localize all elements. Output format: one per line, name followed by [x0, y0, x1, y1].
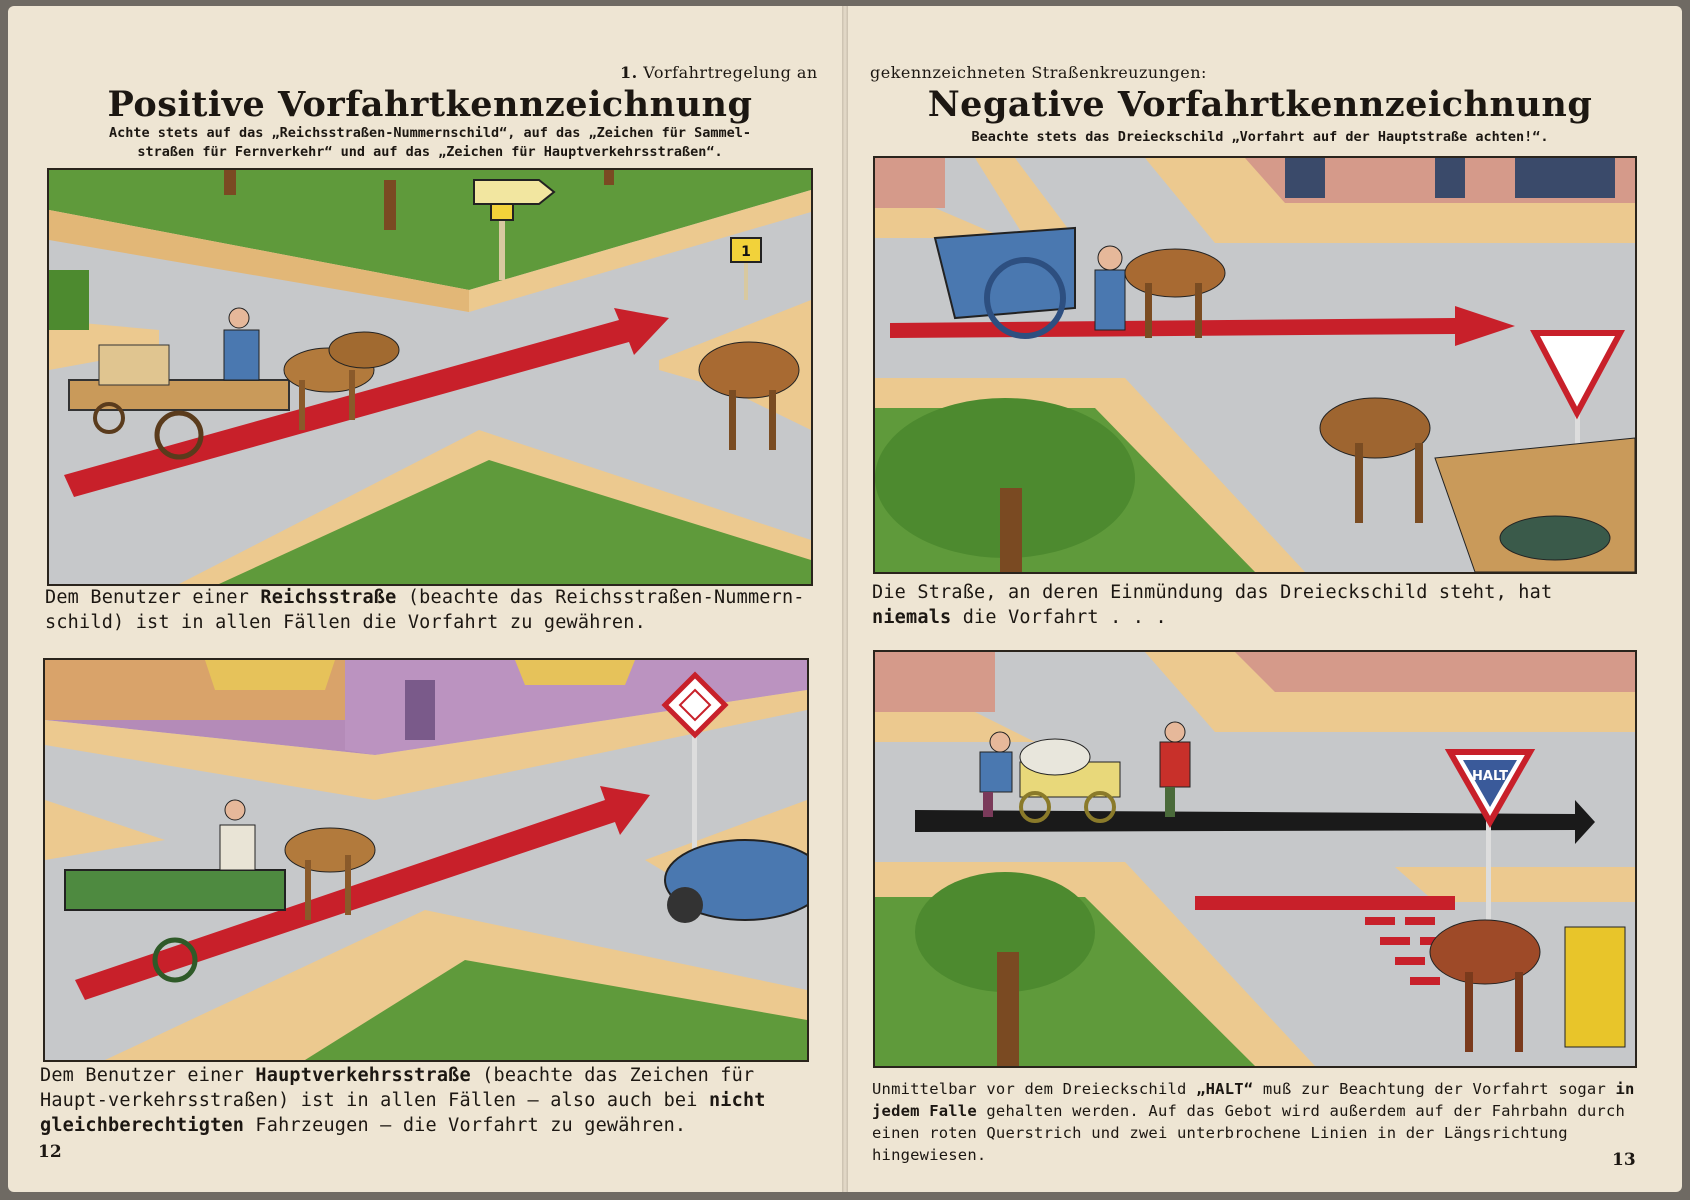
- caption2-text-a: Dem Benutzer einer: [40, 1065, 256, 1086]
- caption3-bold: niemals: [872, 607, 952, 628]
- caption2-text-b: (beachte das Zeichen für Haupt-verkehrsstraßen) ist in allen Fällen — also auch bei: [40, 1065, 755, 1111]
- section-text-left: Vorfahrtregelung an: [643, 63, 818, 82]
- caption4-bold-b: in jedem Falle: [872, 1080, 1635, 1120]
- caption2-text-c: Fahrzeugen — die Vorfahrt zu gewähren.: [244, 1115, 687, 1136]
- caption2-bold-a: Hauptverkehrsstraße: [255, 1065, 471, 1086]
- subtitle-left-line1: Achte stets auf das „Reichsstraßen-Nummernschild“, auf das „Zeichen für Sammel-: [108, 125, 752, 141]
- subtitle-left-line2: straßen für Fernverkehr“ und auf das „Zeichen für Hauptverkehrsstraßen“.: [137, 144, 723, 160]
- page-title-left: Positive Vorfahrtkennzeichnung: [107, 84, 753, 125]
- caption4-text-b: muß zur Beachtung der Vorfahrt sogar: [1253, 1080, 1616, 1098]
- book-gutter: [842, 6, 848, 1192]
- sign-label-number: 1: [741, 244, 751, 260]
- caption2-bold-b: nicht gleichberechtigten: [40, 1090, 766, 1136]
- illustration-reichsstrasse: [47, 168, 813, 586]
- illustration-hauptverkehrsstrasse: [43, 658, 809, 1062]
- page-number-left: 12: [38, 1142, 62, 1162]
- caption4-text-c: gehalten werden. Auf das Gebot wird außerdem auf der Fahrbahn durch einen roten Querstrich und zwei unterbrochene Linien in der Längsrichtung hingewiesen.: [872, 1102, 1626, 1164]
- caption-dreieckschild: [872, 580, 1642, 630]
- caption4-text-a: Unmittelbar vor dem Dreieckschild: [872, 1080, 1197, 1098]
- page-number-right: 13: [1612, 1150, 1636, 1170]
- caption3-text-b: die Vorfahrt . . .: [951, 607, 1167, 628]
- caption4-bold-a: „HALT“: [1196, 1080, 1254, 1098]
- caption-halt: [872, 1078, 1642, 1166]
- halt-sign-label: HALT: [1472, 769, 1508, 784]
- page-title-right: Negative Vorfahrtkennzeichnung: [927, 84, 1593, 125]
- caption1-text-a: Dem Benutzer einer: [45, 587, 261, 608]
- caption1-bold: Reichsstraße: [260, 587, 397, 608]
- subtitle-left: [50, 124, 810, 162]
- illustration-halt: [873, 650, 1637, 1068]
- caption-hauptverkehrsstrasse: [40, 1063, 815, 1138]
- caption3-text-a: Die Straße, an deren Einmündung das Dreieckschild steht, hat: [872, 582, 1553, 603]
- illustration-dreieckschild: [873, 156, 1637, 574]
- subtitle-right: Beachte stets das Dreieckschild „Vorfahrt auf der Hauptstraße achten!“.: [971, 129, 1549, 145]
- section-number: 1.: [620, 63, 638, 82]
- caption1-text-b: (beachte das Reichsstraßen-Nummern-schild) ist in allen Fällen die Vorfahrt zu gewähren.: [45, 587, 805, 633]
- section-text-right: gekennzeichneten Straßenkreuzungen:: [870, 63, 1207, 82]
- caption-reichsstrasse: [45, 585, 815, 635]
- section-heading-left: [620, 63, 818, 82]
